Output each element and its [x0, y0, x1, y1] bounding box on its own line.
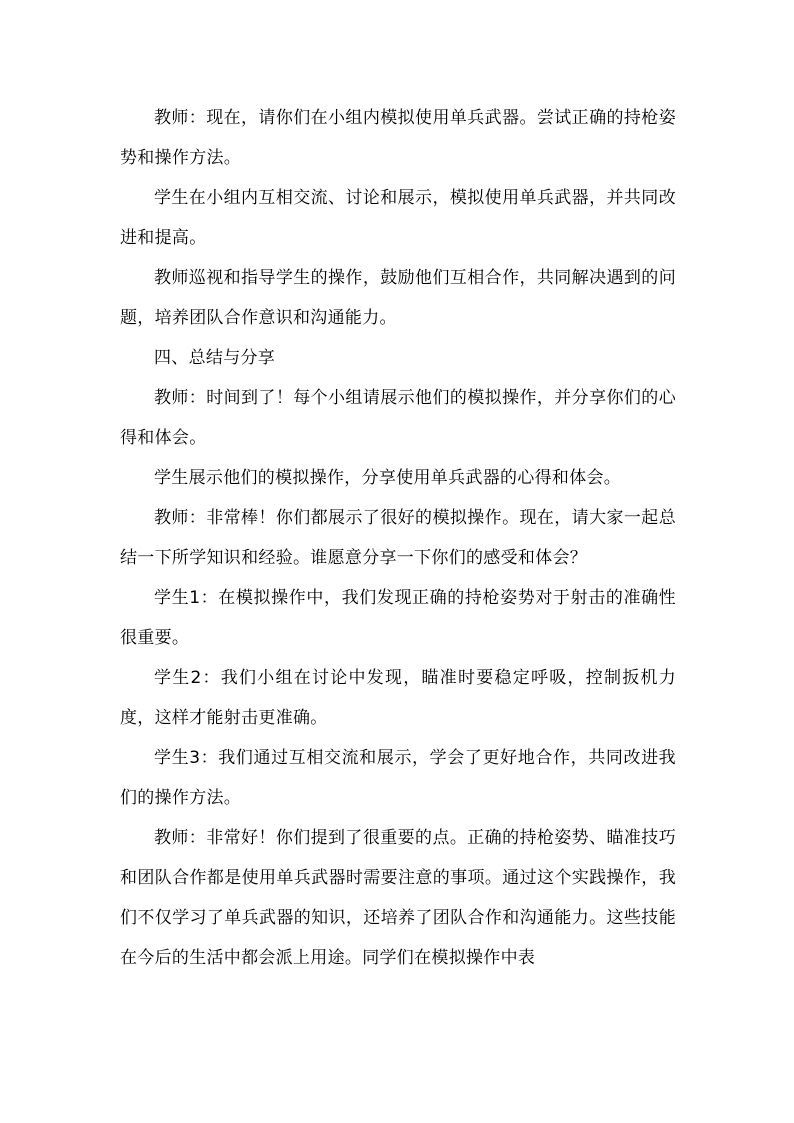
paragraph-student-practice: 学生在小组内互相交流、讨论和展示，模拟使用单兵武器，并共同改进和提高。: [120, 188, 676, 248]
paragraph-teacher-praise: 教师：非常棒！你们都展示了很好的模拟操作。现在，请大家一起总结一下所学知识和经验。谁愿意分享一下你们的感受和体会？: [120, 508, 676, 568]
paragraph-student-3: 学生3：我们通过互相交流和展示，学会了更好地合作，共同改进我们的操作方法。: [120, 748, 676, 808]
document-body: [120, 98, 676, 978]
paragraph-teacher-instruction: 教师：现在，请你们在小组内模拟使用单兵武器。尝试正确的持枪姿势和操作方法。: [120, 108, 676, 168]
paragraph-student-showcase: 学生展示他们的模拟操作，分享使用单兵武器的心得和体会。: [154, 468, 622, 488]
section-heading-summary: 四、总结与分享: [154, 348, 276, 368]
paragraph-student-1: 学生1：在模拟操作中，我们发现正确的持枪姿势对于射击的准确性很重要。: [120, 588, 676, 648]
paragraph-teacher-guidance: 教师巡视和指导学生的操作，鼓励他们互相合作，共同解决遇到的问题，培养团队合作意识和沟通能力。: [120, 268, 676, 328]
paragraph-teacher-time-up: 教师：时间到了！每个小组请展示他们的模拟操作，并分享你们的心得和体会。: [120, 388, 676, 448]
paragraph-teacher-conclusion: 教师：非常好！你们提到了很重要的点。正确的持枪姿势、瞄准技巧和团队合作都是使用单兵武器时需要注意的事项。通过这个实践操作，我们不仅学习了单兵武器的知识，还培养了团队合作和沟通能力。这些技能在今后的生活中都会派上用途。同学们在模拟操作中表: [120, 828, 676, 968]
paragraph-student-2: 学生2：我们小组在讨论中发现，瞄准时要稳定呼吸，控制扳机力度，这样才能射击更准确。: [120, 668, 676, 728]
